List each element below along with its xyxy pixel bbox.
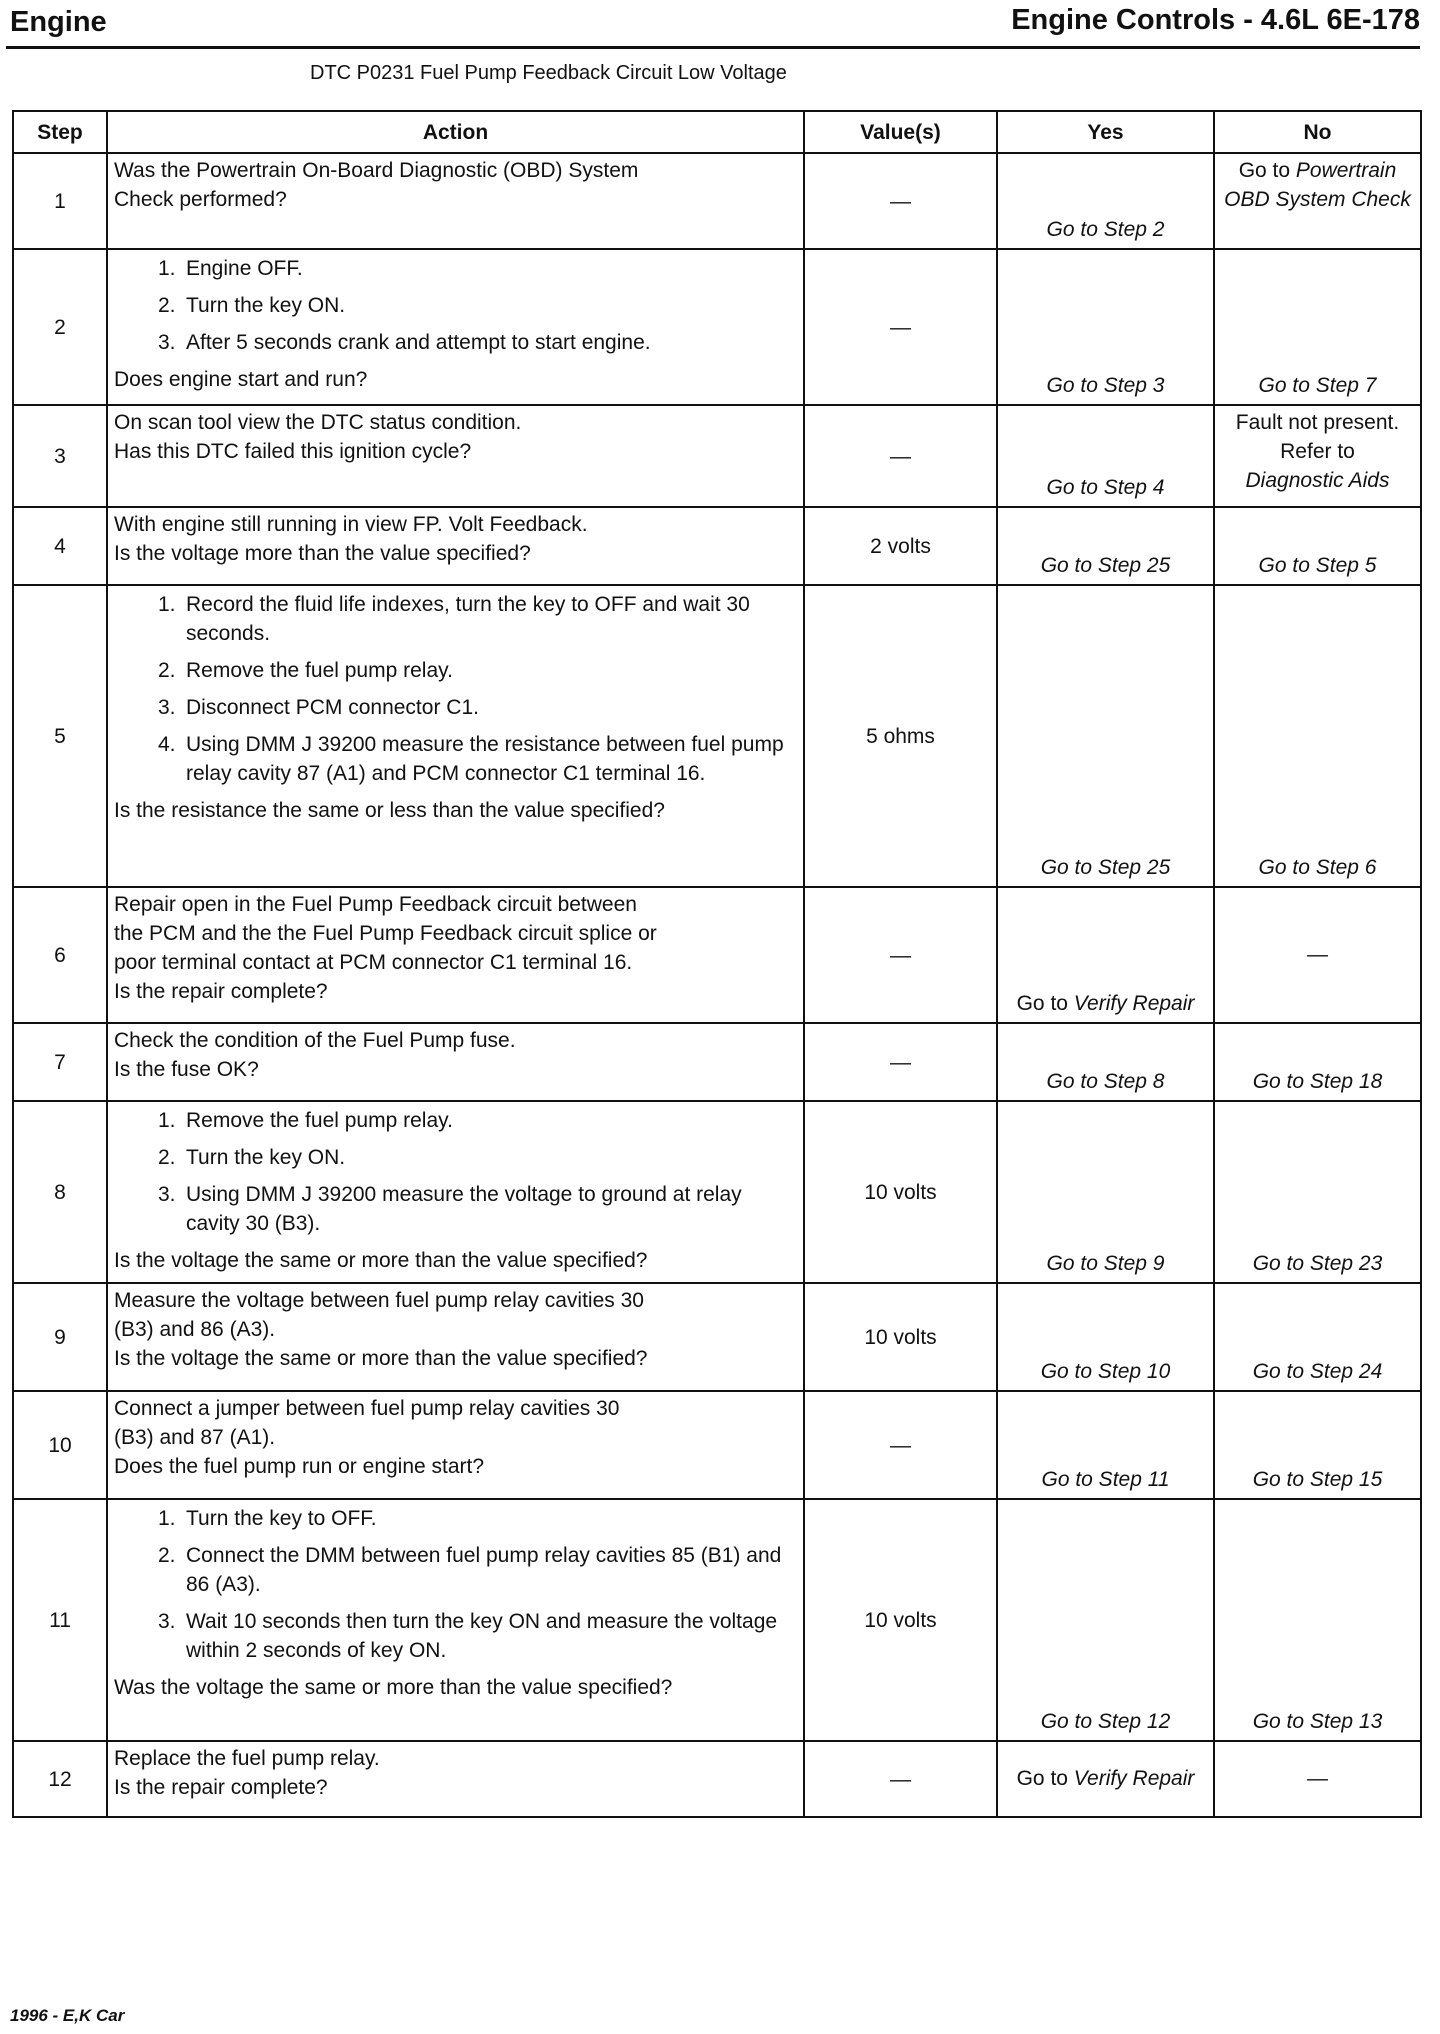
procedure-item: 2. Connect the DMM between fuel pump relay cavities 85 (B1) and 86 (A3). [158,1544,782,1596]
action-line: Does the fuel pump run or engine start? [114,1455,485,1478]
table-row [13,1023,1421,1101]
step-number: 2 [13,249,107,405]
step-number: 10 [13,1391,107,1499]
yes-prefix: Go to [1016,992,1074,1015]
column-header-step: Step [13,111,107,153]
action-line: On scan tool view the DTC status condition. [114,411,522,434]
no-cell: Go to Step 13 [1214,1499,1421,1741]
action-line: Repair open in the Fuel Pump Feedback circuit between [114,893,637,916]
yes-cell: Go to Step 25 [997,585,1214,887]
column-header-no: No [1214,111,1421,153]
procedure-item: 2. Remove the fuel pump relay. [158,659,453,682]
action-line: (B3) and 87 (A1). [114,1426,276,1449]
table-row [13,887,1421,1023]
procedure-item: 3. Using DMM J 39200 measure the voltage to ground at relay cavity 30 (B3). [158,1183,742,1235]
action-line: poor terminal contact at PCM connector C1 terminal 16. [114,951,633,974]
no-prefix: Fault not present. Refer to [1235,411,1400,463]
action-line: Is the fuse OK? [114,1058,259,1081]
table-row [13,1101,1421,1283]
step-number: 4 [13,507,107,585]
column-header-action: Action [107,111,804,153]
column-header-values: Value(s) [804,111,997,153]
yes-cell [997,1741,1214,1817]
value-cell: 5 ohms [804,585,997,887]
yes-prefix: Go to [1016,1766,1074,1790]
no-prefix: Go to [1238,159,1296,182]
table-row [13,1741,1421,1817]
action-question: Does engine start and run? [114,368,368,391]
step-number: 1 [13,153,107,249]
section-title: Engine [10,6,107,38]
action-cell [107,153,804,249]
table-row [13,507,1421,585]
action-cell [107,1499,804,1741]
action-question: Is the voltage the same or more than the value specified? [114,1249,648,1272]
no-link: Diagnostic Aids [1245,469,1390,492]
step-number: 6 [13,887,107,1023]
yes-cell: Go to Step 10 [997,1283,1214,1391]
diagnostic-table [12,110,1422,1818]
value-cell: 10 volts [804,1499,997,1741]
procedure-item: 1. Turn the key to OFF. [158,1507,377,1530]
table-row [13,153,1421,249]
action-question: Was the voltage the same or more than the value specified? [114,1676,673,1699]
action-line: (B3) and 86 (A3). [114,1318,276,1341]
action-line: Is the voltage more than the value specified? [114,542,531,565]
no-cell: Go to Step 15 [1214,1391,1421,1499]
procedure-item: 1. Record the fluid life indexes, turn the key to OFF and wait 30 seconds. [158,593,750,645]
yes-link: Verify Repair [1073,992,1195,1015]
yes-cell: Go to Step 25 [997,507,1214,585]
page-footer: 1996 - E,K Car [10,2006,125,2025]
action-line: Check the condition of the Fuel Pump fuse. [114,1029,516,1052]
step-number: 3 [13,405,107,507]
yes-cell: Go to Step 2 [997,153,1214,249]
yes-cell: Go to Step 8 [997,1023,1214,1101]
header-divider [6,46,1420,49]
step-number: 8 [13,1101,107,1283]
no-cell [1214,153,1421,249]
step-number: 7 [13,1023,107,1101]
action-question: Is the resistance the same or less than the value specified? [114,799,665,822]
action-line: Replace the fuel pump relay. [114,1747,380,1770]
table-row [13,405,1421,507]
procedure-item: 1. Remove the fuel pump relay. [158,1109,453,1132]
page-heading: Engine Controls - 4.6L 6E-178 [1011,4,1420,36]
table-row [13,1499,1421,1741]
procedure-item: 3. Wait 10 seconds then turn the key ON and measure the voltage within 2 seconds of key ON. [158,1610,778,1662]
action-line: Is the repair complete? [114,980,328,1003]
no-cell [1214,405,1421,507]
no-link: Powertrain OBD System Check [1224,159,1411,211]
value-cell: — [804,153,997,249]
procedure-list [114,1106,797,1238]
action-cell [107,887,804,1023]
no-cell: Go to Step 24 [1214,1283,1421,1391]
value-cell: 10 volts [804,1101,997,1283]
action-cell [107,1391,804,1499]
procedure-list [114,254,797,357]
value-cell: — [804,887,997,1023]
action-cell [107,1101,804,1283]
procedure-item: 4. Using DMM J 39200 measure the resistance between fuel pump relay cavity 87 (A1) and PCM connector C1 terminal 16. [158,733,784,785]
yes-cell: Go to Step 12 [997,1499,1214,1741]
no-cell: Go to Step 23 [1214,1101,1421,1283]
no-cell: Go to Step 18 [1214,1023,1421,1101]
value-cell: 2 volts [804,507,997,585]
yes-cell: Go to Step 4 [997,405,1214,507]
action-line: Has this DTC failed this ignition cycle? [114,440,472,463]
no-cell: Go to Step 5 [1214,507,1421,585]
no-cell: Go to Step 6 [1214,585,1421,887]
yes-cell: Go to Step 11 [997,1391,1214,1499]
action-cell [107,1283,804,1391]
action-cell [107,1741,804,1817]
action-cell [107,249,804,405]
action-line: With engine still running in view FP. Volt Feedback. [114,513,588,536]
table-row [13,1391,1421,1499]
value-cell: 10 volts [804,1283,997,1391]
action-cell [107,1023,804,1101]
action-line: Measure the voltage between fuel pump relay cavities 30 [114,1289,644,1312]
value-cell: — [804,249,997,405]
value-cell: — [804,1391,997,1499]
procedure-item: 3. After 5 seconds crank and attempt to start engine. [158,331,651,354]
action-line: Is the repair complete? [114,1776,328,1799]
action-line: Was the Powertrain On-Board Diagnostic (OBD) System [114,159,639,182]
action-cell [107,405,804,507]
step-number: 9 [13,1283,107,1391]
table-row [13,1283,1421,1391]
procedure-item: 2. Turn the key ON. [158,294,346,317]
procedure-item: 1. Engine OFF. [158,257,303,280]
action-line: Connect a jumper between fuel pump relay cavities 30 [114,1397,620,1420]
step-number: 5 [13,585,107,887]
no-cell: Go to Step 7 [1214,249,1421,405]
dtc-subtitle: DTC P0231 Fuel Pump Feedback Circuit Low Voltage [310,62,787,84]
action-line: Check performed? [114,188,287,211]
yes-cell [997,887,1214,1023]
no-cell: — [1214,1741,1421,1817]
procedure-list [114,1504,797,1665]
procedure-item: 3. Disconnect PCM connector C1. [158,696,479,719]
no-cell: — [1214,887,1421,1023]
table-header-row [13,111,1421,153]
step-number: 11 [13,1499,107,1741]
action-line: the PCM and the the Fuel Pump Feedback circuit splice or [114,922,657,945]
table-row [13,249,1421,405]
yes-cell: Go to Step 3 [997,249,1214,405]
action-line: Is the voltage the same or more than the value specified? [114,1347,648,1370]
action-cell [107,585,804,887]
table-row [13,585,1421,887]
column-header-yes: Yes [997,111,1214,153]
procedure-item: 2. Turn the key ON. [158,1146,346,1169]
yes-cell: Go to Step 9 [997,1101,1214,1283]
step-number: 12 [13,1741,107,1817]
procedure-list [114,590,797,788]
value-cell: — [804,1023,997,1101]
value-cell: — [804,405,997,507]
action-cell [107,507,804,585]
yes-link: Verify Repair [1073,1766,1195,1790]
value-cell: — [804,1741,997,1817]
